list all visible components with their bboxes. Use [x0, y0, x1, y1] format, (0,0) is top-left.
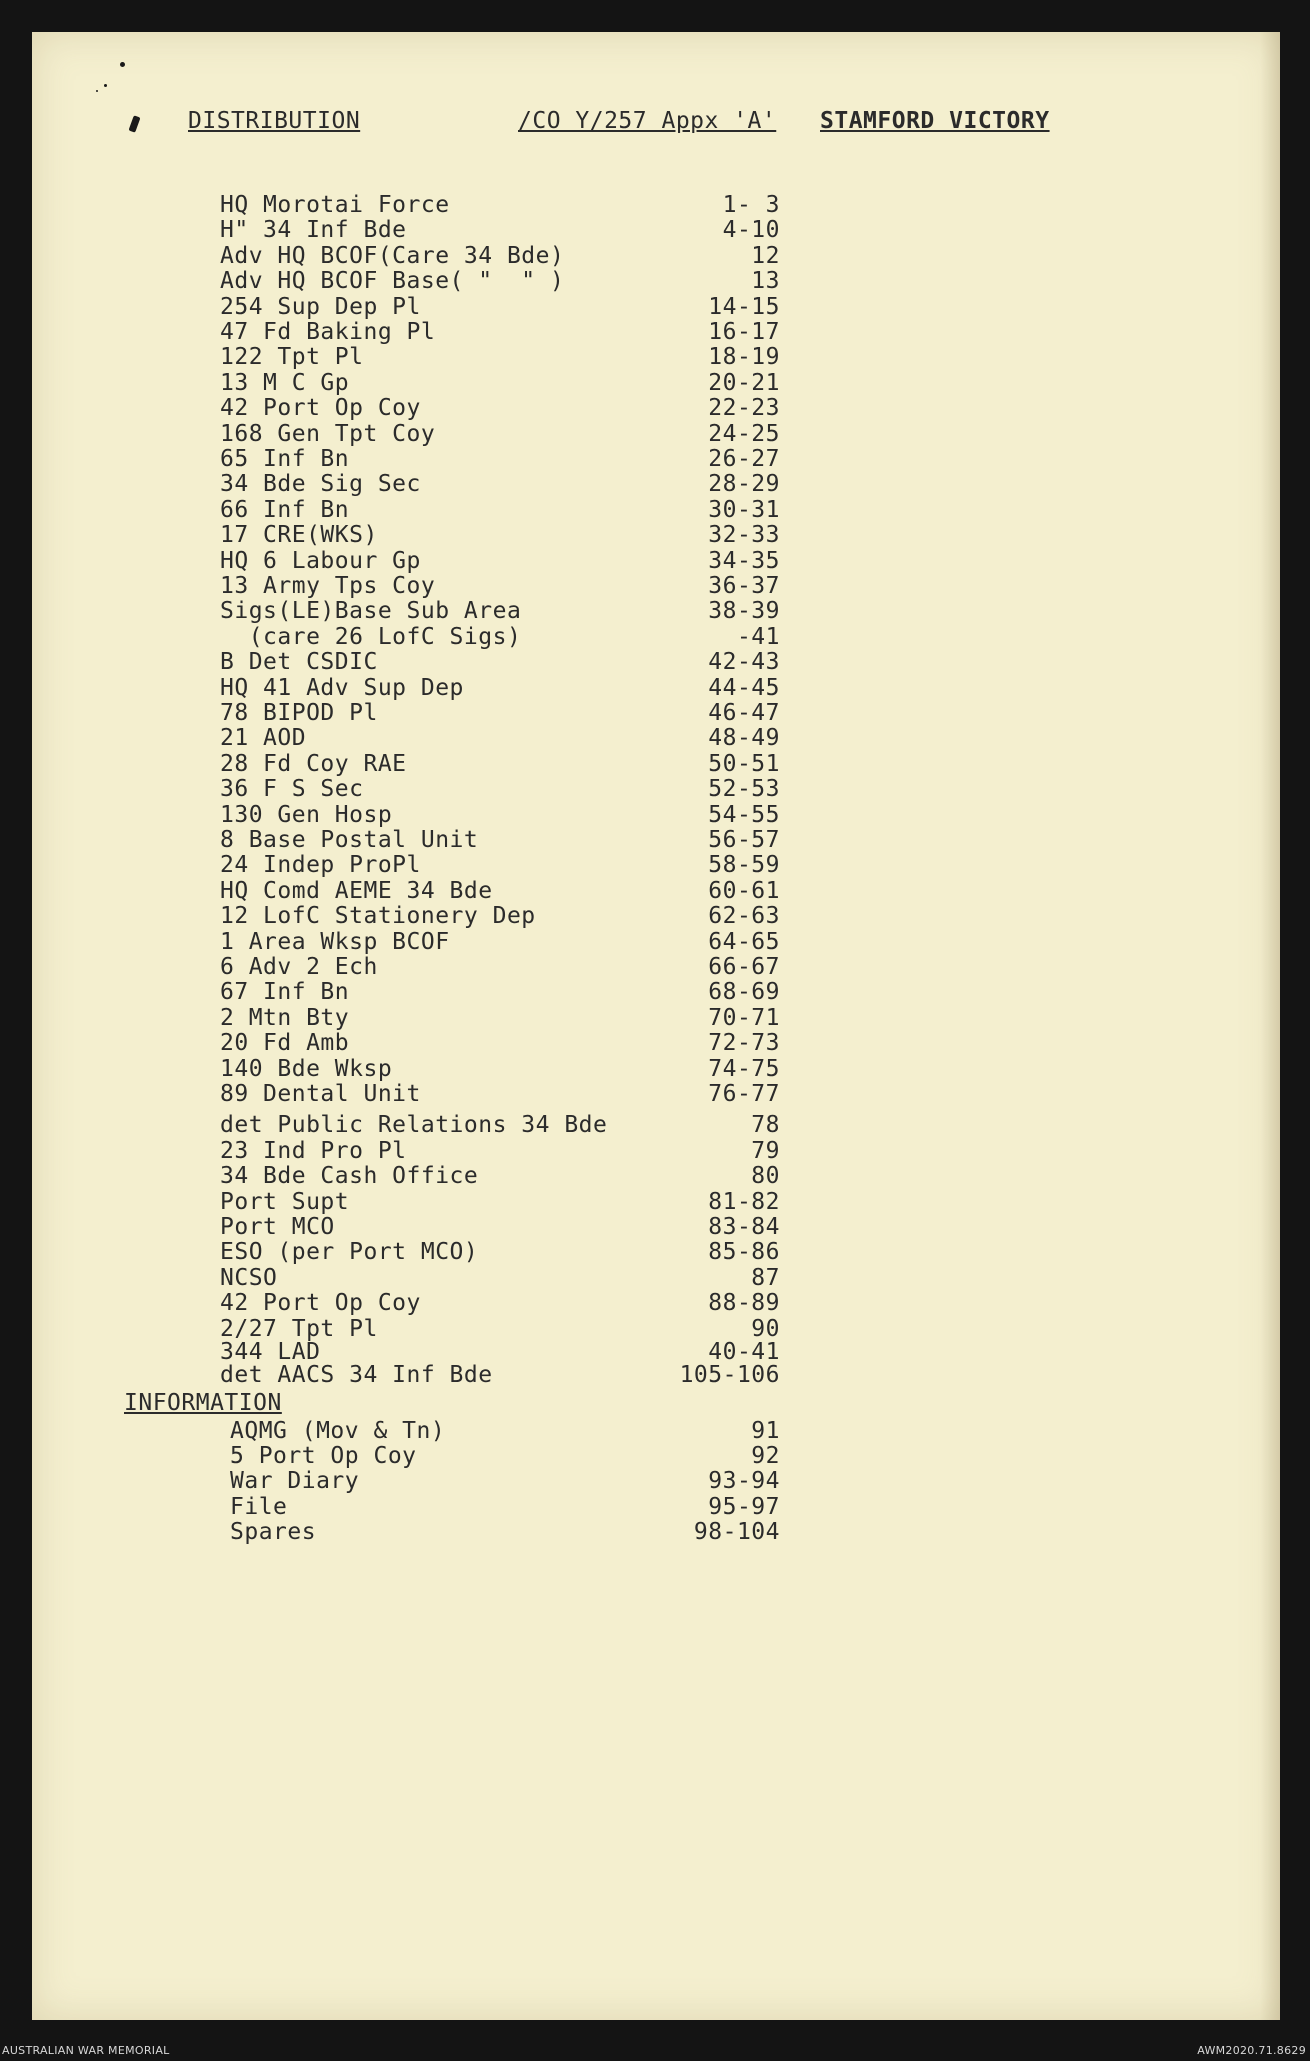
copy-numbers: 60-61	[708, 877, 780, 904]
copy-numbers: 93-94	[708, 1468, 780, 1495]
list-item	[220, 446, 780, 471]
copy-numbers: 62-63	[708, 903, 780, 930]
unit-name: 66 Inf Bn	[220, 496, 350, 523]
copy-numbers: 56-57	[708, 827, 780, 853]
copy-numbers: 90	[751, 1315, 780, 1342]
unit-name: 13 Army Tps Coy	[220, 573, 436, 599]
unit-name: det AACS 34 Inf Bde	[220, 1362, 493, 1389]
list-item	[220, 751, 780, 776]
unit-name: 89 Dental Unit	[220, 1081, 421, 1107]
list-item	[220, 344, 780, 369]
reference-number: /CO Y/257 Appx 'A'	[518, 108, 777, 134]
list-item	[220, 700, 780, 725]
copy-numbers: 87	[751, 1264, 780, 1291]
list-item	[220, 624, 780, 649]
list-item	[220, 395, 780, 420]
unit-name: 168 Gen Tpt Coy	[220, 420, 436, 447]
list-item	[220, 573, 780, 598]
unit-name: 42 Port Op Coy	[220, 395, 421, 422]
unit-name: 36 F S Sec	[220, 776, 364, 803]
copy-numbers: 98-104	[693, 1518, 780, 1545]
unit-name: 21 AOD	[220, 725, 307, 752]
unit-name: 8 Base Postal Unit	[220, 827, 479, 853]
list-item	[220, 929, 780, 954]
list-item	[220, 1189, 780, 1214]
unit-name: 1 Area Wksp BCOF	[220, 928, 450, 955]
unit-name: File	[230, 1493, 288, 1520]
unit-name: 47 Fd Baking Pl	[220, 319, 436, 345]
list-item	[230, 1519, 780, 1544]
distribution-heading: DISTRIBUTION	[188, 108, 361, 134]
list-item	[220, 852, 780, 877]
copy-numbers: 18-19	[708, 344, 780, 371]
unit-name: 13 M C Gp	[220, 369, 350, 396]
list-item	[220, 319, 780, 344]
list-item	[220, 192, 780, 217]
list-item	[220, 903, 780, 928]
unit-name: 140 Bde Wksp	[220, 1055, 393, 1082]
copy-numbers: 76-77	[708, 1081, 780, 1107]
list-item	[220, 243, 780, 268]
information-heading: INFORMATION	[124, 1390, 282, 1416]
list-item	[220, 1138, 780, 1163]
unit-name: NCSO	[220, 1264, 278, 1291]
unit-name: 42 Port Op Coy	[220, 1290, 421, 1317]
ink-mark	[96, 90, 98, 92]
list-item	[220, 1030, 780, 1055]
copy-numbers: 78	[751, 1112, 780, 1139]
unit-name: 28 Fd Coy RAE	[220, 750, 407, 777]
list-item	[220, 675, 780, 700]
paper-edge-shadow	[1260, 32, 1280, 2020]
unit-name: HQ 6 Labour Gp	[220, 547, 421, 574]
unit-name: (care 26 LofC Sigs)	[220, 623, 522, 650]
unit-name: det Public Relations 34 Bde	[220, 1112, 608, 1139]
copy-numbers: 64-65	[708, 928, 780, 955]
unit-name: 67 Inf Bn	[220, 979, 350, 1006]
list-item	[220, 294, 780, 319]
list-item	[220, 954, 780, 979]
copy-numbers: 58-59	[708, 852, 780, 879]
unit-name: HQ Morotai Force	[220, 192, 450, 218]
ink-mark	[104, 84, 107, 87]
copy-numbers: -41	[708, 623, 780, 650]
list-item	[220, 421, 780, 446]
copy-numbers: 83-84	[708, 1214, 780, 1240]
copy-numbers: 50-51	[708, 750, 780, 777]
list-item	[220, 548, 780, 573]
unit-name: 24 Indep ProPl	[220, 852, 421, 879]
list-item	[220, 827, 780, 852]
copy-numbers: 92	[751, 1443, 780, 1470]
unit-name: 78 BIPOD Pl	[220, 700, 378, 726]
unit-name: 2 Mtn Bty	[220, 1004, 350, 1031]
list-item	[220, 497, 780, 522]
unit-name: B Det CSDIC	[220, 649, 378, 676]
unit-name: 23 Ind Pro Pl	[220, 1137, 407, 1164]
list-item	[220, 1056, 780, 1081]
copy-numbers: 32-33	[708, 522, 780, 549]
copy-numbers: 48-49	[708, 725, 780, 752]
copy-numbers: 26-27	[708, 446, 780, 472]
list-item	[230, 1443, 780, 1468]
unit-name: ESO (per Port MCO)	[220, 1239, 479, 1266]
copy-numbers: 80	[751, 1163, 780, 1190]
copy-numbers: 52-53	[708, 776, 780, 803]
copy-numbers: 72-73	[708, 1030, 780, 1057]
list-item	[220, 1214, 780, 1239]
list-item	[220, 1005, 780, 1030]
unit-name: War Diary	[230, 1468, 360, 1495]
unit-name: Port Supt	[220, 1188, 350, 1215]
ink-mark	[120, 62, 125, 67]
unit-name: H" 34 Inf Bde	[220, 217, 407, 244]
copy-numbers: 16-17	[708, 319, 780, 345]
copy-numbers: 24-25	[708, 420, 780, 447]
unit-name: Port MCO	[220, 1214, 335, 1240]
list-item	[220, 217, 780, 242]
copy-numbers: 42-43	[708, 649, 780, 676]
unit-name: Adv HQ BCOF(Care 34 Bde)	[220, 242, 565, 269]
copy-numbers: 105-106	[679, 1362, 780, 1389]
list-item	[220, 1081, 780, 1106]
copy-numbers: 1- 3	[722, 192, 780, 218]
copy-numbers: 46-47	[708, 700, 780, 726]
copy-numbers: 66-67	[708, 954, 780, 980]
list-item	[220, 1265, 780, 1290]
list-item	[220, 370, 780, 395]
copy-numbers: 79	[751, 1137, 780, 1164]
copy-numbers: 91	[751, 1418, 780, 1444]
list-item	[220, 1362, 780, 1387]
copy-numbers: 28-29	[708, 471, 780, 498]
list-item	[230, 1494, 780, 1519]
list-item	[220, 1239, 780, 1264]
list-item	[220, 1290, 780, 1315]
unit-name: 34 Bde Sig Sec	[220, 471, 421, 498]
list-item	[220, 1316, 780, 1341]
copy-numbers: 54-55	[708, 801, 780, 828]
list-item	[220, 1339, 780, 1364]
unit-name: 254 Sup Dep Pl	[220, 293, 421, 320]
copy-numbers: 13	[751, 268, 780, 295]
document-header	[188, 108, 1108, 148]
list-item	[220, 268, 780, 293]
list-item	[220, 725, 780, 750]
copy-numbers: 74-75	[708, 1055, 780, 1082]
list-item	[220, 802, 780, 827]
unit-name: 344 LAD	[220, 1339, 321, 1365]
copy-numbers: 22-23	[708, 395, 780, 422]
list-item	[230, 1468, 780, 1493]
copy-numbers: 68-69	[708, 979, 780, 1006]
unit-name: AQMG (Mov & Tn)	[230, 1418, 446, 1444]
unit-name: HQ Comd AEME 34 Bde	[220, 877, 493, 904]
unit-name: HQ 41 Adv Sup Dep	[220, 674, 464, 701]
unit-name: 2/27 Tpt Pl	[220, 1315, 378, 1342]
unit-name: 65 Inf Bn	[220, 446, 350, 472]
copy-numbers: 30-31	[708, 496, 780, 523]
unit-name: 130 Gen Hosp	[220, 801, 393, 828]
copy-numbers: 44-45	[708, 674, 780, 701]
ship-name: STAMFORD VICTORY	[820, 108, 1050, 134]
copy-numbers: 4-10	[722, 217, 780, 244]
unit-name: 34 Bde Cash Office	[220, 1163, 479, 1190]
list-item	[220, 979, 780, 1004]
copy-numbers: 34-35	[708, 547, 780, 574]
copy-numbers: 85-86	[708, 1239, 780, 1266]
footer-accession-number: AWM2020.71.8629	[1197, 2044, 1306, 2057]
list-item	[220, 1163, 780, 1188]
footer-institution: AUSTRALIAN WAR MEMORIAL	[2, 2044, 170, 2057]
copy-numbers: 40-41	[708, 1339, 780, 1365]
copy-numbers: 70-71	[708, 1004, 780, 1031]
copy-numbers: 81-82	[708, 1188, 780, 1215]
copy-numbers: 12	[722, 242, 780, 269]
list-item	[220, 1112, 780, 1137]
list-item	[220, 522, 780, 547]
list-item	[220, 598, 780, 623]
list-item	[220, 776, 780, 801]
unit-name: Spares	[230, 1518, 317, 1545]
copy-numbers: 95-97	[708, 1493, 780, 1520]
copy-numbers: 14-15	[708, 293, 780, 320]
unit-name: 122 Tpt Pl	[220, 344, 364, 371]
copy-numbers: 88-89	[708, 1290, 780, 1317]
unit-name: 12 LofC Stationery Dep	[220, 903, 536, 930]
unit-name: Adv HQ BCOF Base( " " )	[220, 268, 565, 295]
unit-name: 17 CRE(WKS)	[220, 522, 378, 549]
list-item	[220, 471, 780, 496]
list-item	[220, 878, 780, 903]
copy-numbers: 20-21	[708, 369, 780, 396]
unit-name: 5 Port Op Coy	[230, 1443, 417, 1470]
unit-name: Sigs(LE)Base Sub Area	[220, 598, 522, 625]
copy-numbers: 38-39	[708, 598, 780, 625]
copy-numbers: 36-37	[708, 573, 780, 599]
unit-name: 6 Adv 2 Ech	[220, 954, 378, 980]
list-item	[230, 1418, 780, 1443]
unit-name: 20 Fd Amb	[220, 1030, 350, 1057]
list-item	[220, 649, 780, 674]
